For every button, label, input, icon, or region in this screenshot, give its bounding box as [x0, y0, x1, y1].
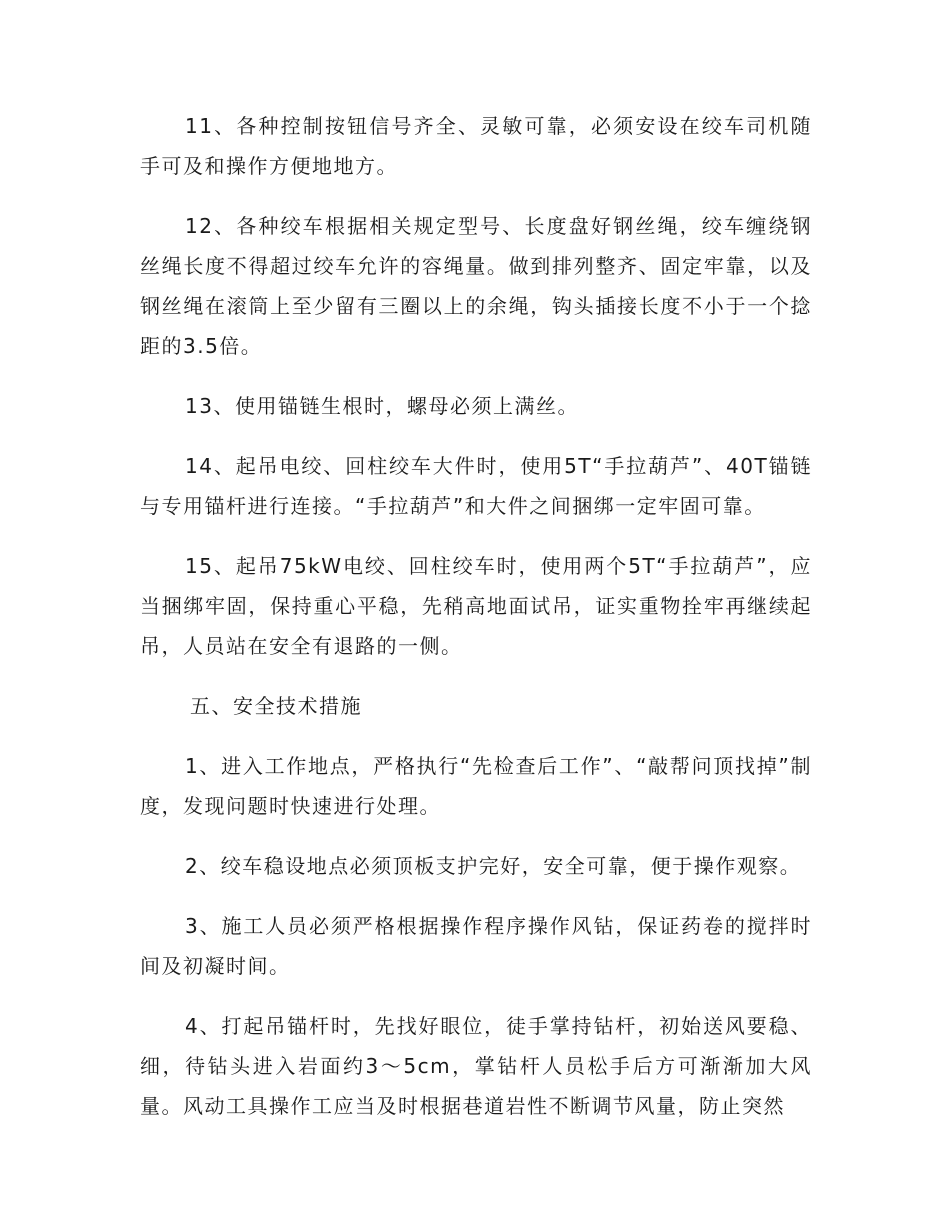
document-page [140, 106, 812, 1146]
section-paragraph-4: 4、打起吊锚杆时，先找好眼位，徒手掌持钻杆，初始送风要稳、细，待钻头进入岩面约3～5cm，掌钻杆人员松手后方可渐渐加大风量。风动工具操作工应当及时根据巷道岩性不断调节风量，防止突然 [140, 1014, 812, 1118]
section-paragraph-3: 3、施工人员必须严格根据操作程序操作风钻，保证药卷的搅拌时间及初凝时间。 [140, 914, 812, 978]
paragraph-15: 15、起吊75kW电绞、回柱绞车时，使用两个5T“手拉葫芦”，应当捆绑牢固，保持重心平稳，先稍高地面试吊，证实重物拴牢再继续起吊，人员站在安全有退路的一侧。 [140, 554, 812, 658]
paragraph-14: 14、起吊电绞、回柱绞车大件时，使用5T“手拉葫芦”、40T锚链与专用锚杆进行连接。“手拉葫芦”和大件之间捆绑一定牢固可靠。 [140, 454, 812, 518]
paragraph-11: 11、各种控制按钮信号齐全、灵敏可靠，必须安设在绞车司机随手可及和操作方便地地方。 [140, 114, 812, 178]
paragraph-12: 12、各种绞车根据相关规定型号、长度盘好钢丝绳，绞车缠绕钢丝绳长度不得超过绞车允许的容绳量。做到排列整齐、固定牢靠，以及钢丝绳在滚筒上至少留有三圈以上的余绳，钩头插接长度不小于一个捻距的3.5倍。 [140, 214, 812, 358]
section-heading: 五、安全技术措施 [190, 694, 362, 718]
section-paragraph-1: 1、进入工作地点，严格执行“先检查后工作”、“敲帮问顶找掉”制度，发现问题时快速进行处理。 [140, 754, 812, 818]
section-paragraph-2: 2、绞车稳设地点必须顶板支护完好，安全可靠，便于操作观察。 [185, 854, 802, 878]
paragraph-13: 13、使用锚链生根时，螺母必须上满丝。 [185, 394, 579, 418]
